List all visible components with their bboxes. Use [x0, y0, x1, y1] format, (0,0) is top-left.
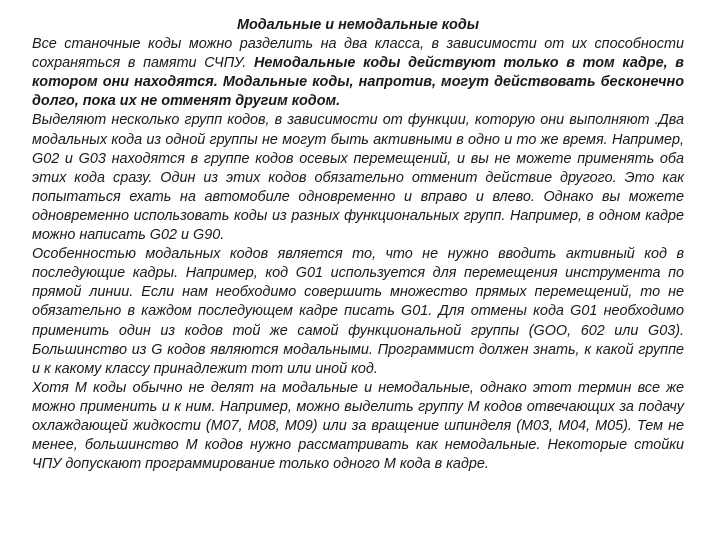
paragraph-3: [32, 245, 684, 379]
document-title: Модальные и немодальные коды: [236, 17, 480, 33]
paragraph-2-text: Выделяют несколько групп кодов, в зависимости от функции, которую они выполняют .Два модальных кода из одной группы не могут быть активными в одно и то же время. Например, G02 и G03 находятся в группе кодов осевых перемещений, и вы не можете применять оба этих кода сразу. Один из этих кодов обязательно отменит действие другого. Это как попытаться ехать на автомобиле одновременно и вправо и влево. Однако вы можете одновременно использовать коды из разных функциональных групп. Например, в одном кадре можно написать G02 и G90.: [32, 112, 684, 244]
paragraph-1-text: Все станочные коды можно разделить на два класса, в зависимости от их способности сохраняться в памяти СЧПУ.: [32, 36, 684, 72]
paragraph-2: [32, 111, 684, 245]
paragraph-4: [32, 379, 684, 474]
paragraph-3-text: Особенностью модальных кодов является то, что не нужно вводить активный код в последующие кадры. Например, код G01 используется для перемещения инструмента по прямой линии. Если нам необходимо совершить множество прямых перемещений, то не обязательно в каждом последующем кадре писать G01. Для отмены кода G01 необходимо применить один из кодов той же самой функциональной группы (GOO, 602 или G03). Большинство из G кодов являются модальными. Программист должен знать, к какой группе и к какому классу принадлежит тот или иной код.: [32, 246, 684, 377]
paragraph-1-bold-text: Немодальные коды действуют только в том кадре, в котором они находятся. Модальные коды, напротив, могут действовать бесконечно долго, пока их не отменят другим кодом.: [32, 55, 684, 110]
paragraph-1: [32, 35, 684, 111]
document-page: [32, 16, 684, 474]
paragraph-4-text: Хотя М коды обычно не делят на модальные и немодальные, однако этот термин все же можно применить и к ним. Например, можно выделить группу М кодов отвечающих за подачу охлаждающей жидкости (М07, М08, М09) или за вращение шпинделя (М03, М04, М05). Тем не менее, большинство М кодов нужно рассматривать как немодальные. Некоторые стойки ЧПУ допускают программирование только одного М кода в кадре.: [32, 379, 684, 473]
